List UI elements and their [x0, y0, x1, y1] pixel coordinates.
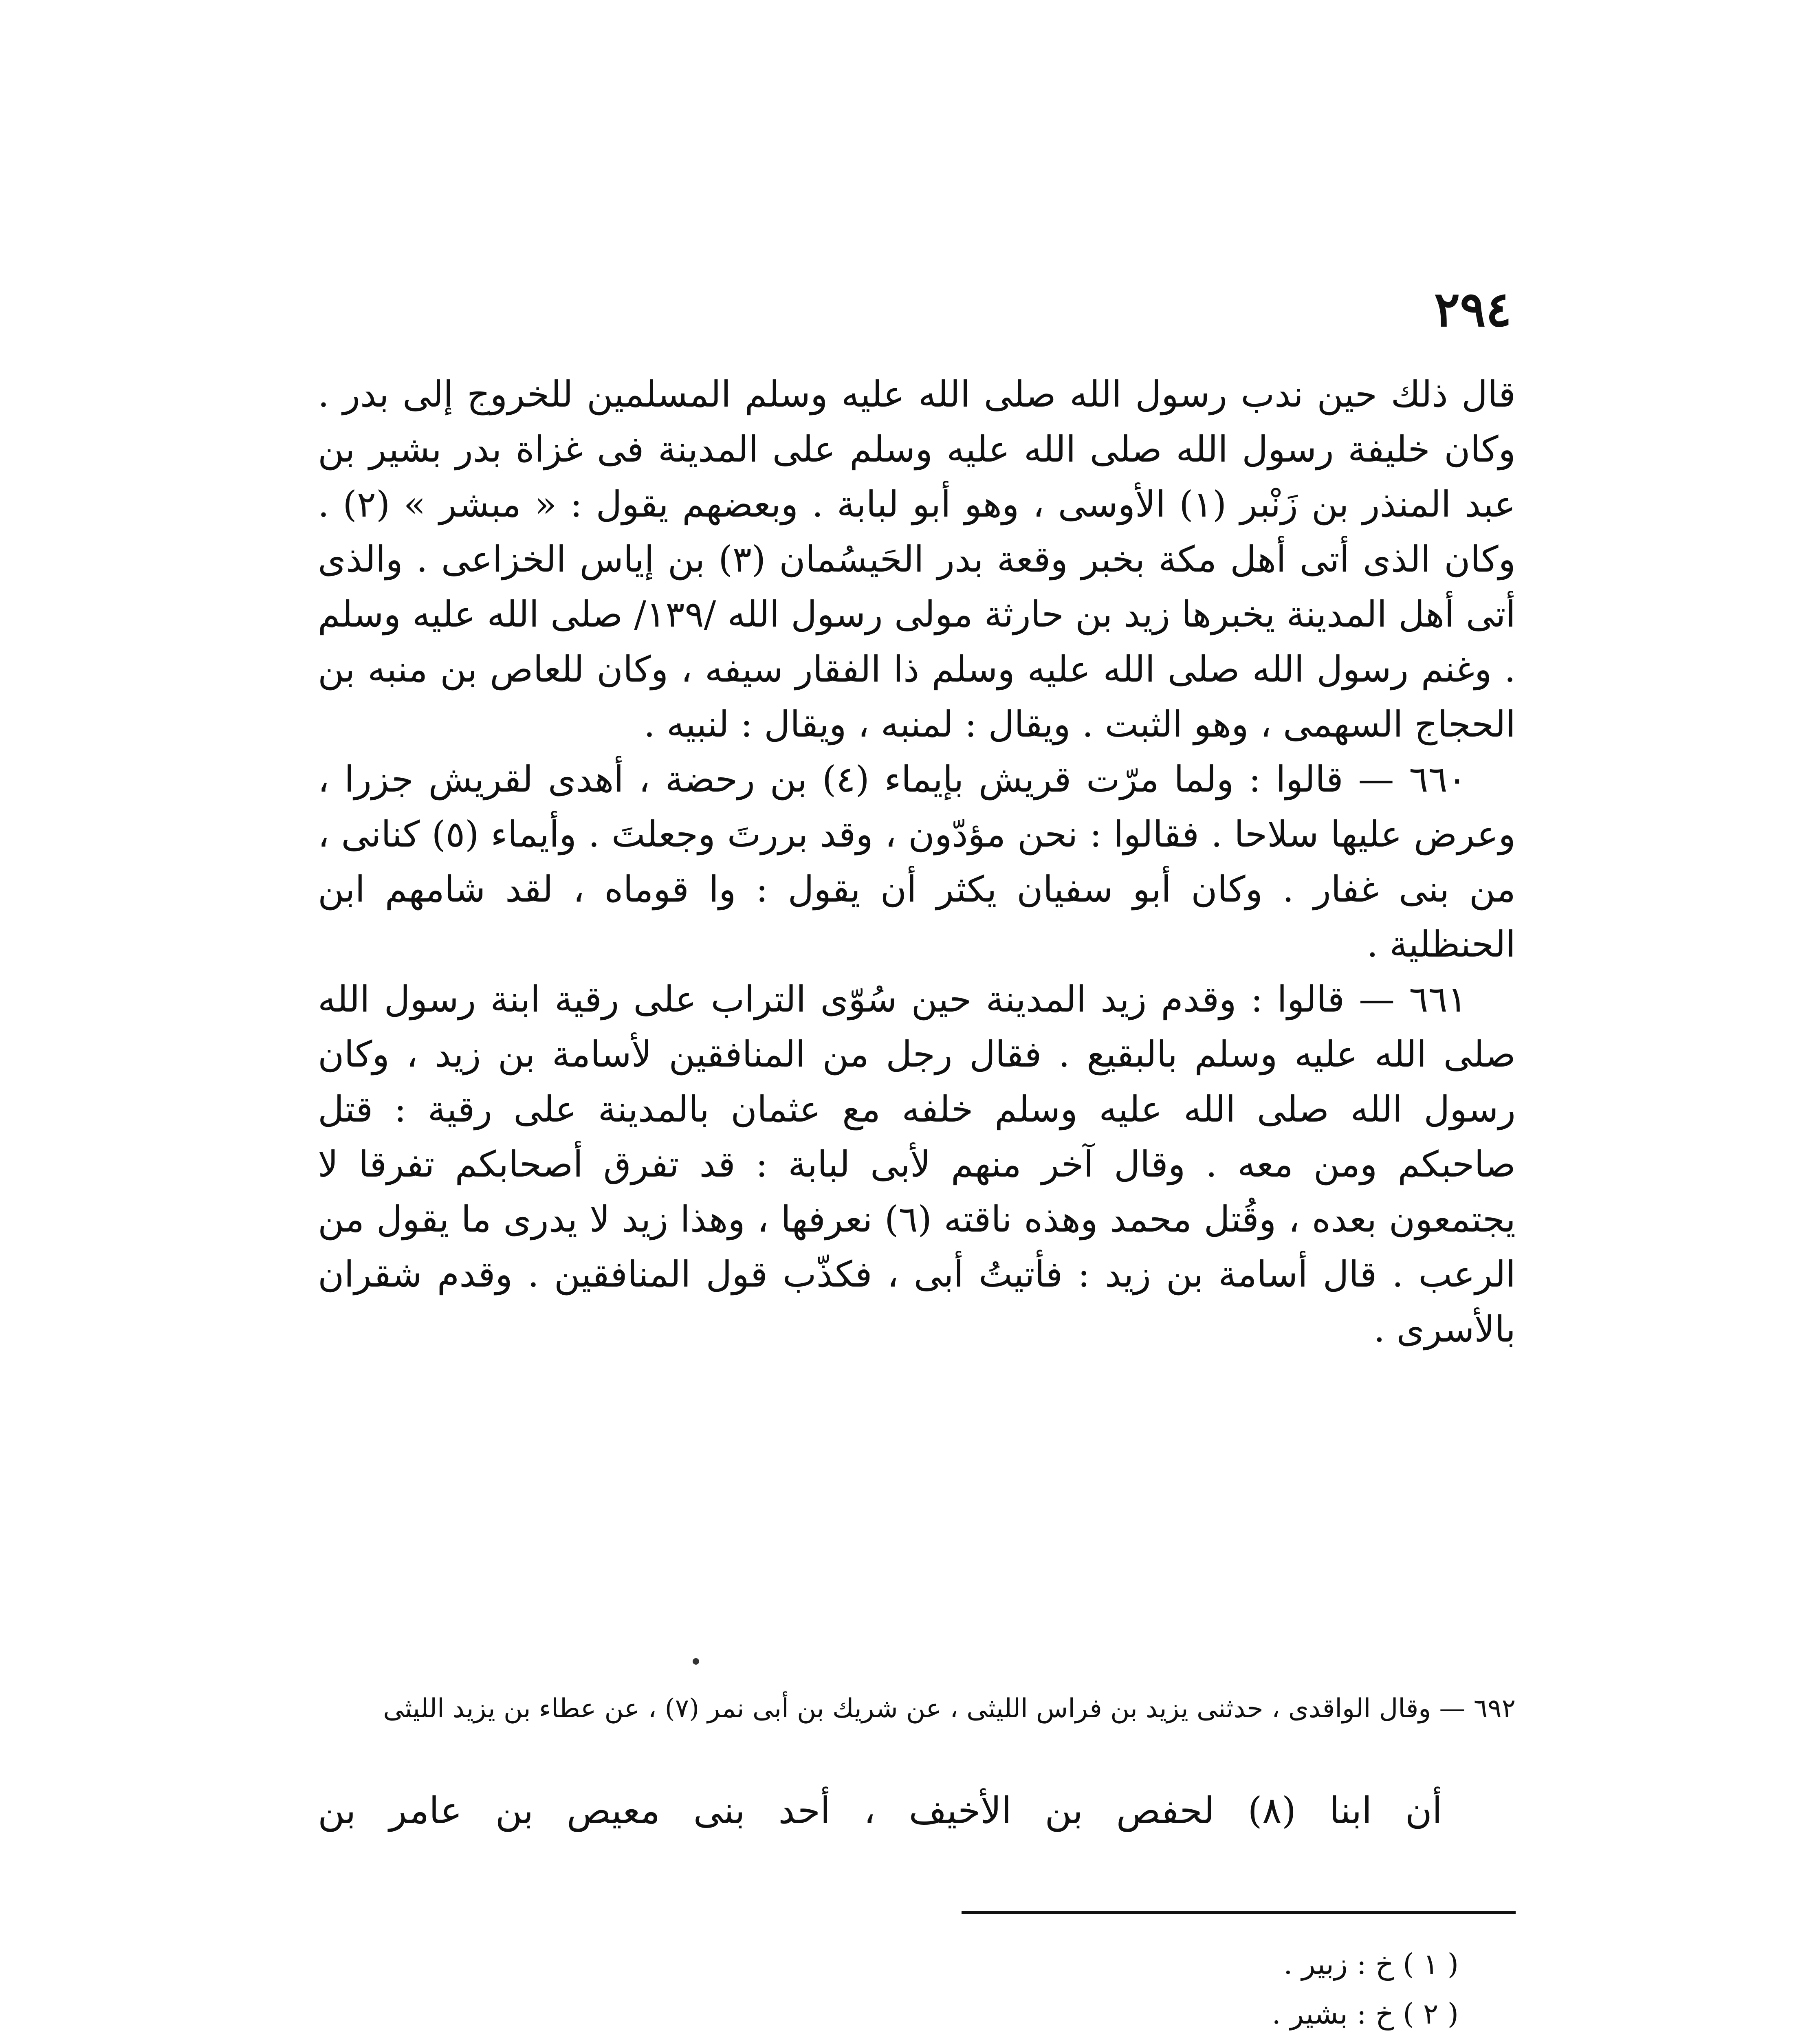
paragraph-intro: قال ذلك حين ندب رسول الله صلى الله عليه وسلم المسلمين للخروج إلى بدر . وكان خليفة رسول الله صلى الله عليه وسلم على المدينة فى غزاة بدر بشير بن عبد المنذر بن زَنْبر (١) الأوسى ، وهو أبو لبابة . وبعضهم يقول : « مبشر » (٢) . وكان الذى أتى أهل مكة بخبر وقعة بدر الحَيسُمان (٣) بن إياس الخزاعى . والذى أتى أهل المدينة يخبرها زيد بن حارثة مولى رسول الله /١٣٩/ صلى الله عليه وسلم . وغنم رسول الله صلى الله عليه وسلم ذا الفقار سيفه ، وكان للعاص بن منبه بن الحجاج السهمى ، وهو الثبت . ويقال : لمنبه ، ويقال : لنبيه .	[318, 373, 1516, 745]
paragraph-660: ٦٦٠ — قالوا : ولما مرّت قريش بإيماء (٤) بن رحضة ، أهدى لقريش جزرا ، وعرض عليها سلاحا . فقالوا : نحن مؤدّون ، وقد بررتَ وجعلتَ . وأيماء (٥) كنانى ، من بنى غفار . وكان أبو سفيان يكثر أن يقول : وا قوماه ، لقد شامهم ابن الحنظلية .	[318, 758, 1516, 965]
footnotes	[530, 1939, 1459, 2037]
footnote-2: ( ٢ ) خ : بشير .	[1272, 1997, 1459, 2030]
main-text	[318, 367, 1516, 1687]
paragraph-661: ٦٦١ — قالوا : وقدم زيد المدينة حين سُوّى التراب على رقية ابنة رسول الله صلى الله عليه وسلم بالبقيع . فقال رجل من المنافقين لأسامة بن زيد ، وكان رسول الله صلى الله عليه وسلم خلفه مع عثمان بالمدينة على رقية : قتل صاحبكم ومن معه . وقال آخر منهم لأبى لبابة : قد تفرق أصحابكم تفرقا لا يجتمعون بعده ، وقُتل محمد وهذه ناقته (٦) نعرفها ، وهذا زيد لا يدرى ما يقول من الرعب . قال أسامة بن زيد : فأتيتُ أبى ، فكذّب قول المنافقين . وقدم شقران بالأسرى .	[318, 978, 1516, 1350]
stray-dot	[693, 1658, 699, 1665]
footnote-divider	[962, 1911, 1516, 1914]
narration-line: أن ابنا (٨) لحفص بن الأخيف ، أحد بنى معيص بن عامر بن	[318, 1789, 1443, 1832]
page-number: ٢٩٤	[1434, 281, 1512, 337]
footnote-1: ( ١ ) خ : زبير .	[1283, 1947, 1459, 1981]
isnad-692: ٦٩٢ — وقال الواقدى ، حدثنى يزيد بن فراس الليثى ، عن شريك بن أبى نمر (٧) ، عن عطاء بن يزيد الليثى	[383, 1694, 1516, 1724]
